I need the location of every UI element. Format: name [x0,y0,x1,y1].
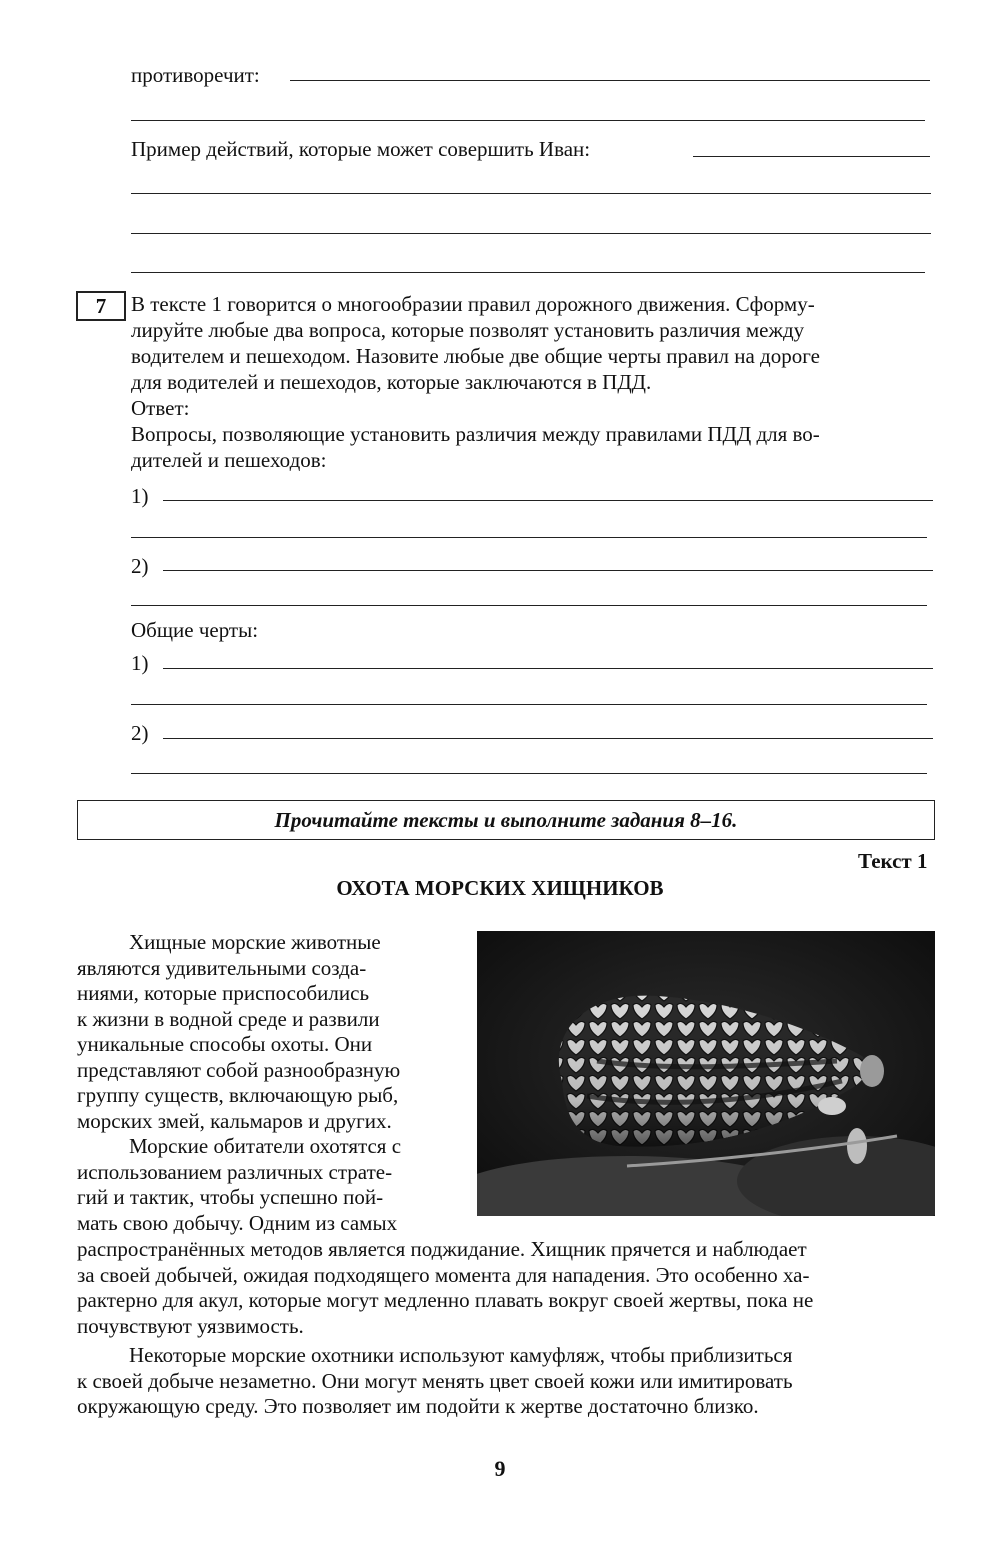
instruction-box: Прочитайте тексты и выполните задания 8–16. [77,800,935,840]
text-line: использованием различных страте- [77,1159,393,1184]
answer-line[interactable] [131,704,927,705]
text-line: Морские обитатели охотятся с [129,1134,402,1158]
common-features-label: Общие черты: [131,618,259,642]
text-line: Хищные морские животные [129,930,381,954]
item-number: 1) [131,484,149,508]
text-line: рактерно для акул, которые могут медленно плавать вокруг своей жертвы, пока не [77,1288,814,1312]
task7-text-line: лируйте любые два вопроса, которые позволят установить различия между [131,318,805,342]
answer-line[interactable] [131,537,927,538]
text-line: представляют собой разнообразную [77,1057,401,1082]
text-line: окружающую среду. Это позволяет им подойти к жертве достаточно близко. [77,1394,759,1418]
answer-line[interactable] [163,500,933,501]
item-number: 1) [131,651,149,675]
item-number: 2) [131,554,149,578]
text-line: распространённых методов является поджидание. Хищник прячется и наблюдает [77,1237,807,1261]
text-line: к своей добыче незаметно. Они могут менять цвет своей кожи или имитировать [77,1368,793,1393]
task7-text-line: для водителей и пешеходов, которые заключаются в ПДД. [131,370,652,394]
item-number: 2) [131,721,149,745]
answer-line[interactable] [131,272,925,273]
answer-line[interactable] [131,773,927,774]
answer-line[interactable] [131,233,931,234]
answer-line[interactable] [163,738,933,739]
text-line: почувствуют уязвимость. [77,1313,304,1338]
text-line: Некоторые морские охотники используют камуфляж, чтобы приблизиться [129,1343,793,1367]
task7-text-line: водителем и пешеходом. Назовите любые две общие черты правил на дороге [131,344,820,368]
questions-label: дителей и пешеходов: [131,448,327,472]
text-line: мать свою добычу. Одним из самых [77,1210,398,1235]
answer-line[interactable] [290,80,930,81]
answer-line[interactable] [131,605,927,606]
answer-line[interactable] [693,156,930,157]
answer-line[interactable] [163,570,933,571]
text-line: за своей добычей, ожидая подходящего момента для нападения. Это особенно ха- [77,1262,810,1287]
article-column-text [77,930,454,1236]
text-line: морских змей, кальмаров и других. [77,1108,392,1133]
text-line: являются удивительными созда- [77,955,367,980]
text-line: к жизни в водной среде и развили [77,1006,380,1031]
contradicts-label: противоречит: [131,63,260,87]
page-number: 9 [494,1456,506,1481]
answer-label: Ответ: [131,396,190,420]
answer-line[interactable] [163,668,933,669]
text-line: гий и тактик, чтобы успешно пой- [77,1185,384,1209]
questions-label: Вопросы, позволяющие установить различия между правилами ПДД для во- [131,422,820,446]
task7-text-line: В тексте 1 говорится о многообразии правил дорожного движения. Сформу- [131,292,815,316]
cone-shell-photo [477,931,935,1216]
text-line: ниями, которые приспособились [77,981,370,1005]
text-line: уникальные способы охоты. Они [77,1032,373,1056]
article-body-text [77,1237,935,1420]
text-line: группу существ, включающую рыб, [77,1083,399,1107]
answer-line[interactable] [131,193,931,194]
answer-line[interactable] [131,120,925,121]
task-number-box: 7 [76,291,126,321]
example-label: Пример действий, которые может совершить Иван: [131,137,591,161]
text-label: Текст 1 [858,849,928,873]
article-title: ОХОТА МОРСКИХ ХИЩНИКОВ [336,876,664,900]
